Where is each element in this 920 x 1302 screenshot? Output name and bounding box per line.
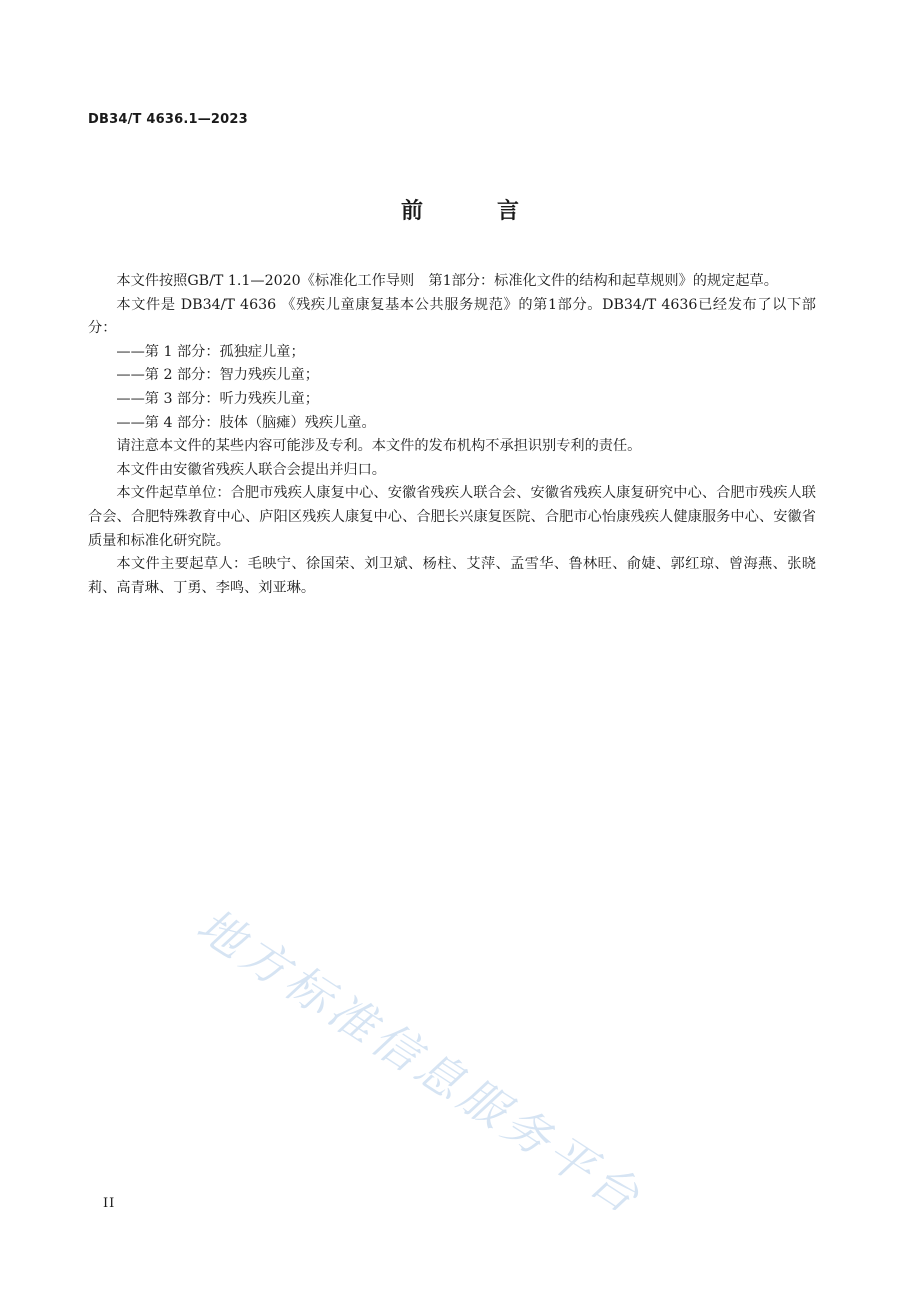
paragraph-drafting-rules: 本文件按照GB/T 1.1—2020《标准化工作导则 第1部分：标准化文件的结构和起草规则》的规定起草。 [116, 273, 778, 289]
list-item: ——第 1 部分：孤独症儿童； [116, 343, 305, 360]
list-item: ——第 2 部分：智力残疾儿童； [116, 367, 319, 384]
paragraph-drafting-units: 本文件起草单位：合肥市残疾人康复中心、安徽省残疾人联合会、安徽省残疾人康复研究中心、合肥市残疾人联合会、合肥特殊教育中心、庐阳区残疾人康复中心、合肥长兴康复医院、合肥市心怡康残疾人健康服务中心、安徽省质量和标准化研究院。 [88, 485, 816, 549]
document-code: DB34/T 4636.1—2023 [88, 112, 248, 127]
paragraph-proposer: 本文件由安徽省残疾人联合会提出并归口。 [116, 461, 386, 478]
foreword-body [88, 270, 816, 600]
paragraph-patent-notice: 请注意本文件的某些内容可能涉及专利。本文件的发布机构不承担识别专利的责任。 [116, 438, 642, 455]
list-item: ——第 3 部分：听力残疾儿童； [116, 390, 319, 407]
paragraph-part-statement: 本文件是 DB34/T 4636 《残疾儿童康复基本公共服务规范》的第1部分。DB34/T 4636已经发布了以下部分： [88, 296, 816, 337]
list-item: ——第 4 部分：肢体（脑瘫）残疾儿童。 [116, 414, 376, 431]
watermark: 地方标准信息服务平台 [187, 897, 654, 1227]
page-number: II [103, 1196, 116, 1211]
page-title: 前 言 [400, 199, 545, 224]
paragraph-drafters: 本文件主要起草人：毛映宁、徐国荣、刘卫斌、杨柱、艾萍、孟雪华、鲁林旺、俞婕、郭红琼、曾海燕、张晓莉、高青琳、丁勇、李鸣、刘亚琳。 [88, 556, 816, 596]
